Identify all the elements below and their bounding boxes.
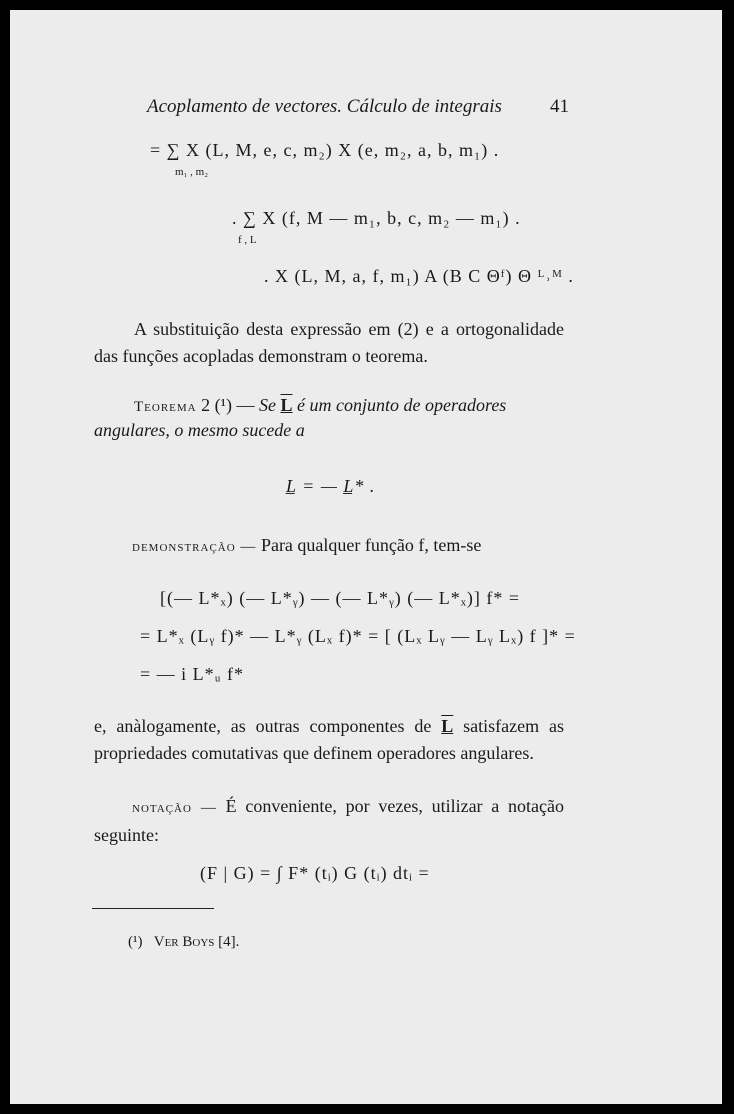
theorem-equation: L̲ = — L̲* .: [286, 476, 376, 496]
paragraph-2-symbol: L: [441, 716, 454, 736]
running-title: Acoplamento de vectores. Cálculo de integrais: [147, 96, 502, 117]
theorem-line-2: angulares, o mesmo sucede a: [94, 420, 305, 440]
footnote-rule: [92, 908, 214, 909]
footnote-marker: (¹): [128, 934, 143, 950]
theorem-text-part2: é um conjunto de operadores: [297, 395, 507, 415]
paragraph-analogamente: [94, 713, 564, 767]
notation-equation: (F | G) = ∫ F* (tᵢ) G (tᵢ) dtᵢ =: [200, 863, 430, 883]
theorem-symbol: L: [280, 395, 293, 415]
demo-equation-line-3: = — i L*ᵤ f*: [140, 664, 245, 684]
equation-line-3: . X (L, M, a, f, m₁) A (B C Θᶠ) Θ ᴸ˒ᴹ .: [264, 266, 574, 286]
book-page: [10, 10, 722, 1104]
equation-line-2: . ∑ X (f, M — m₁, b, c, m₂ — m₁) .: [232, 208, 521, 228]
footnote: [128, 934, 239, 951]
equation-line-1: = ∑ X (L, M, e, c, m₂) X (e, m₂, a, b, m₁) .: [150, 140, 500, 160]
theorem-line-1: [134, 395, 506, 416]
notation-text: É conveniente, por vezes, utilizar a notação seguinte:: [94, 796, 564, 845]
notation-label: notação —: [132, 800, 217, 816]
demonstration-label: demonstração —: [132, 539, 257, 555]
paragraph-substitution: A substituição desta expressão em (2) e a ortogonalidade das funções acopladas demonstram o teorema.: [94, 319, 564, 366]
theorem-number: 2 (¹) —: [201, 395, 255, 415]
theorem-text-part1: Se: [259, 395, 276, 415]
paragraph-2-part2: satisfazem as propriedades comutativas que definem operadores angulares.: [94, 716, 564, 763]
footnote-text: Ver Boys [4].: [153, 934, 240, 950]
demonstration-line: [132, 535, 481, 556]
equation-line-2-subscript: f , L: [238, 234, 257, 246]
demo-equation-line-1: [(— L*ₓ) (— L*ᵧ) — (— L*ᵧ) (— L*ₓ)] f* =: [160, 588, 521, 608]
notation-paragraph: [94, 793, 564, 849]
equation-line-1-subscript: m₁ , m₂: [175, 166, 209, 178]
paragraph-2-part1: e, anàlogamente, as outras componentes de: [94, 716, 432, 736]
theorem-label: Teorema: [134, 399, 197, 415]
demo-equation-line-2: = L*ₓ (Lᵧ f)* — L*ᵧ (Lₓ f)* = [ (Lₓ Lᵧ — Lᵧ Lₓ) f ]* =: [140, 626, 576, 646]
demonstration-text: Para qualquer função f, tem-se: [260, 535, 482, 555]
page-number: 41: [550, 96, 569, 117]
